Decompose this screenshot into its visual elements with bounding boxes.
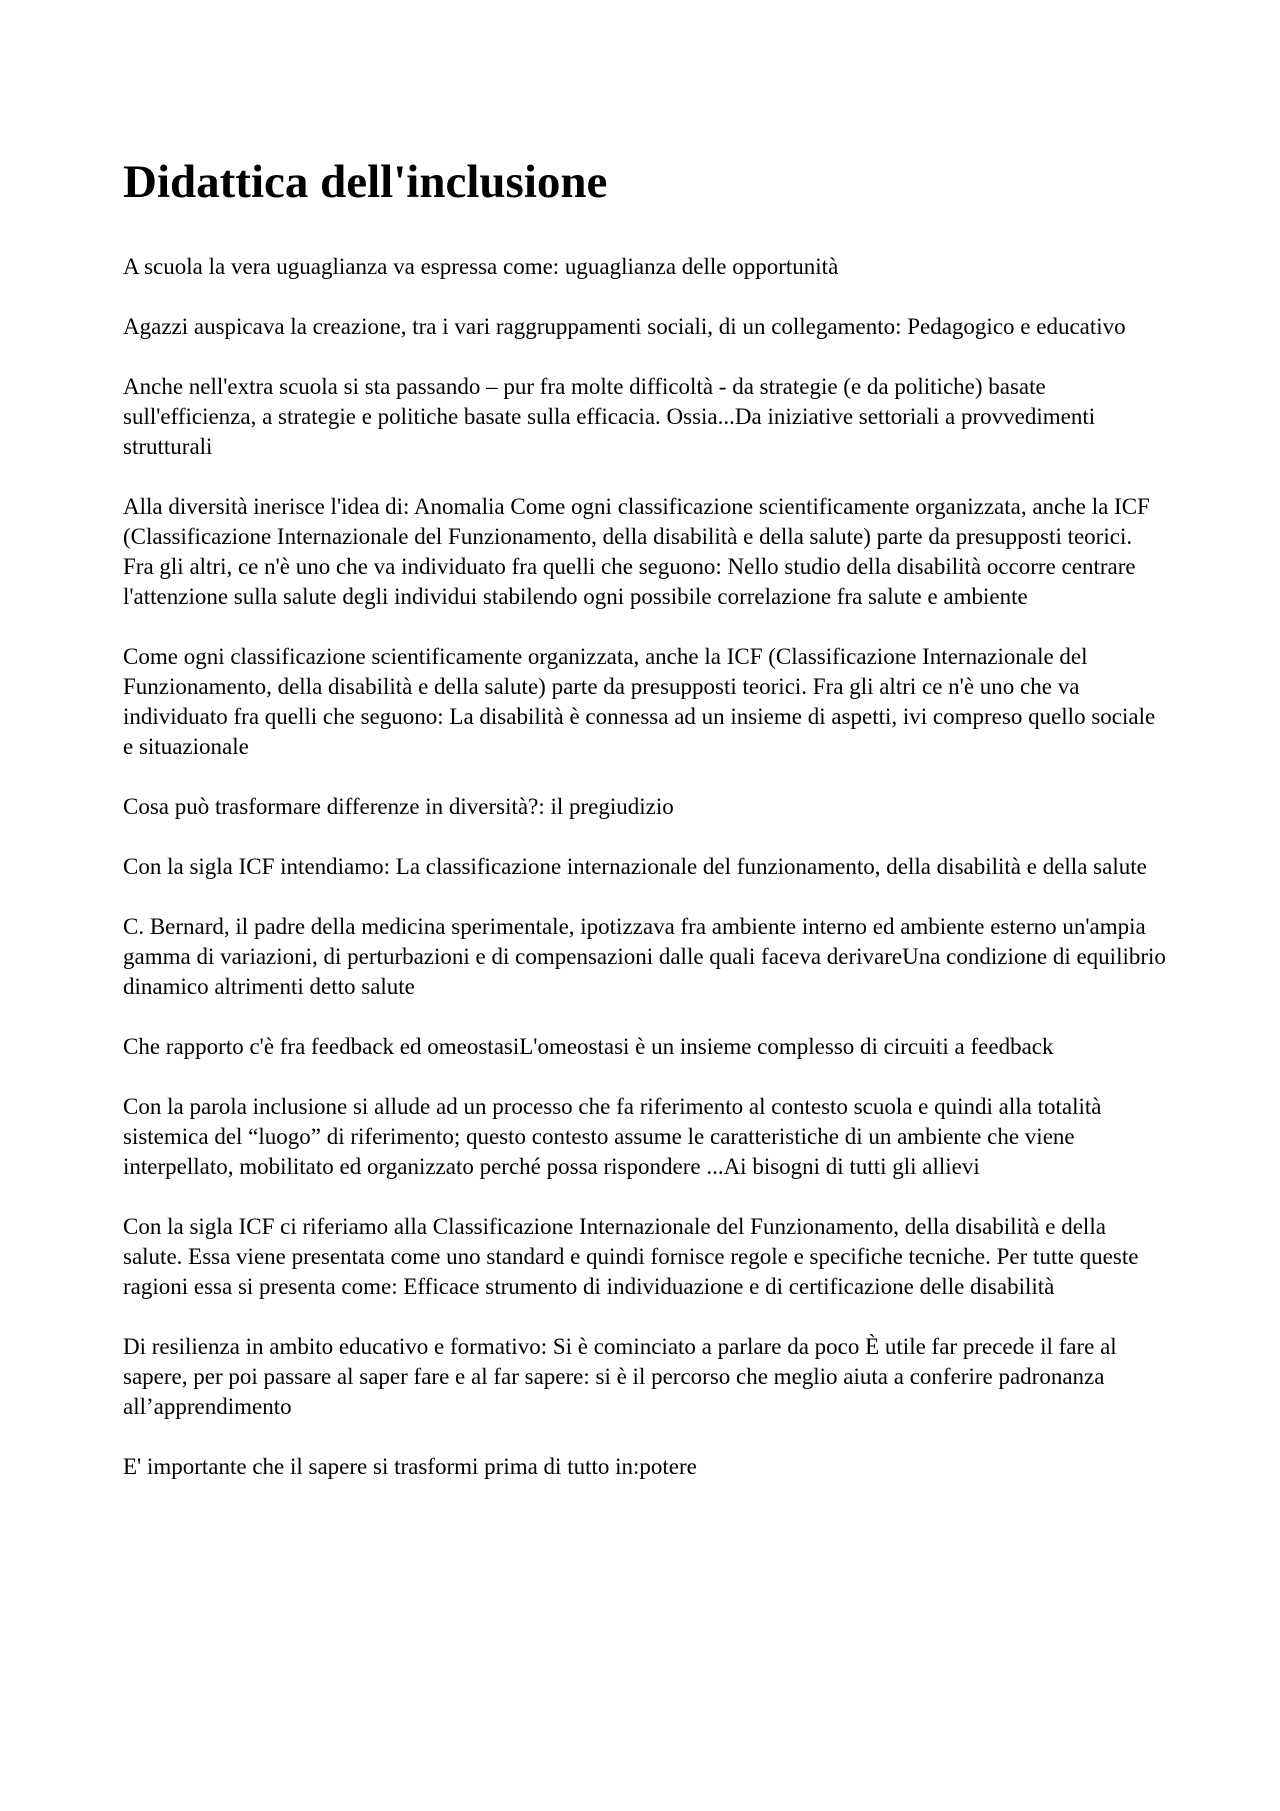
paragraph-9: Che rapporto c'è fra feedback ed omeostasiL'omeostasi è un insieme complesso di circuiti a feedback — [123, 1034, 1054, 1059]
paragraph-3: Anche nell'extra scuola si sta passando – pur fra molte difficoltà - da strategie (e da politiche) basate sull'efficienza, a strategie e politiche basate sulla efficacia. Ossia...Da iniziative settoriali a provvedimenti strutturali — [123, 374, 1096, 459]
paragraph-13: E' importante che il sapere si trasformi prima di tutto in:potere — [123, 1454, 697, 1479]
document-title: Didattica dell'inclusione — [123, 156, 608, 208]
paragraph-10: Con la parola inclusione si allude ad un processo che fa riferimento al contesto scuola e quindi alla totalità sistemica del “luogo” di riferimento; questo contesto assume le caratteristiche di un ambiente che viene interpellato, mobilitato ed organizzato perché possa rispondere ...Ai bisogni di tutti gli allievi — [123, 1094, 1102, 1179]
paragraph-2: Agazzi auspicava la creazione, tra i vari raggruppamenti sociali, di un collegamento: Pedagogico e educativo — [123, 314, 1126, 339]
document-page — [123, 154, 1168, 1512]
paragraph-11: Con la sigla ICF ci riferiamo alla Classificazione Internazionale del Funzionamento, della disabilità e della salute. Essa viene presentata come uno standard e quindi fornisce regole e specifiche tecniche. Per tutte queste ragioni essa si presenta come: Efficace strumento di individuazione e di certificazione delle disabilità — [123, 1214, 1139, 1299]
paragraph-1: A scuola la vera uguaglianza va espressa come: uguaglianza delle opportunità — [123, 254, 839, 279]
paragraph-8: C. Bernard, il padre della medicina sperimentale, ipotizzava fra ambiente interno ed ambiente esterno un'ampia gamma di variazioni, di perturbazioni e di compensazioni dalle quali faceva derivareUna condizione di equilibrio dinamico altrimenti detto salute — [123, 914, 1166, 999]
paragraph-6: Cosa può trasformare differenze in diversità?: il pregiudizio — [123, 794, 674, 819]
paragraph-12: Di resilienza in ambito educativo e formativo: Si è cominciato a parlare da poco È utile far precede il fare al sapere, per poi passare al saper fare e al far sapere: si è il percorso che meglio aiuta a conferire padronanza all’apprendimento — [123, 1334, 1117, 1419]
paragraph-7: Con la sigla ICF intendiamo: La classificazione internazionale del funzionamento, della disabilità e della salute — [123, 854, 1147, 879]
paragraph-5: Come ogni classificazione scientificamente organizzata, anche la ICF (Classificazione Internazionale del Funzionamento, della disabilità e della salute) parte da presupposti teorici. Fra gli altri ce n'è uno che va individuato fra quelli che seguono: La disabilità è connessa ad un insieme di aspetti, ivi compreso quello sociale e situazionale — [123, 644, 1156, 759]
paragraph-4: Alla diversità inerisce l'idea di: Anomalia Come ogni classificazione scientificamente organizzata, anche la ICF (Classificazione Internazionale del Funzionamento, della disabilità e della salute) parte da presupposti teorici. Fra gli altri, ce n'è uno che va individuato fra quelli che seguono: Nello studio della disabilità occorre centrare l'attenzione sulla salute degli individui stabilendo ogni possibile correlazione fra salute e ambiente — [123, 494, 1150, 609]
